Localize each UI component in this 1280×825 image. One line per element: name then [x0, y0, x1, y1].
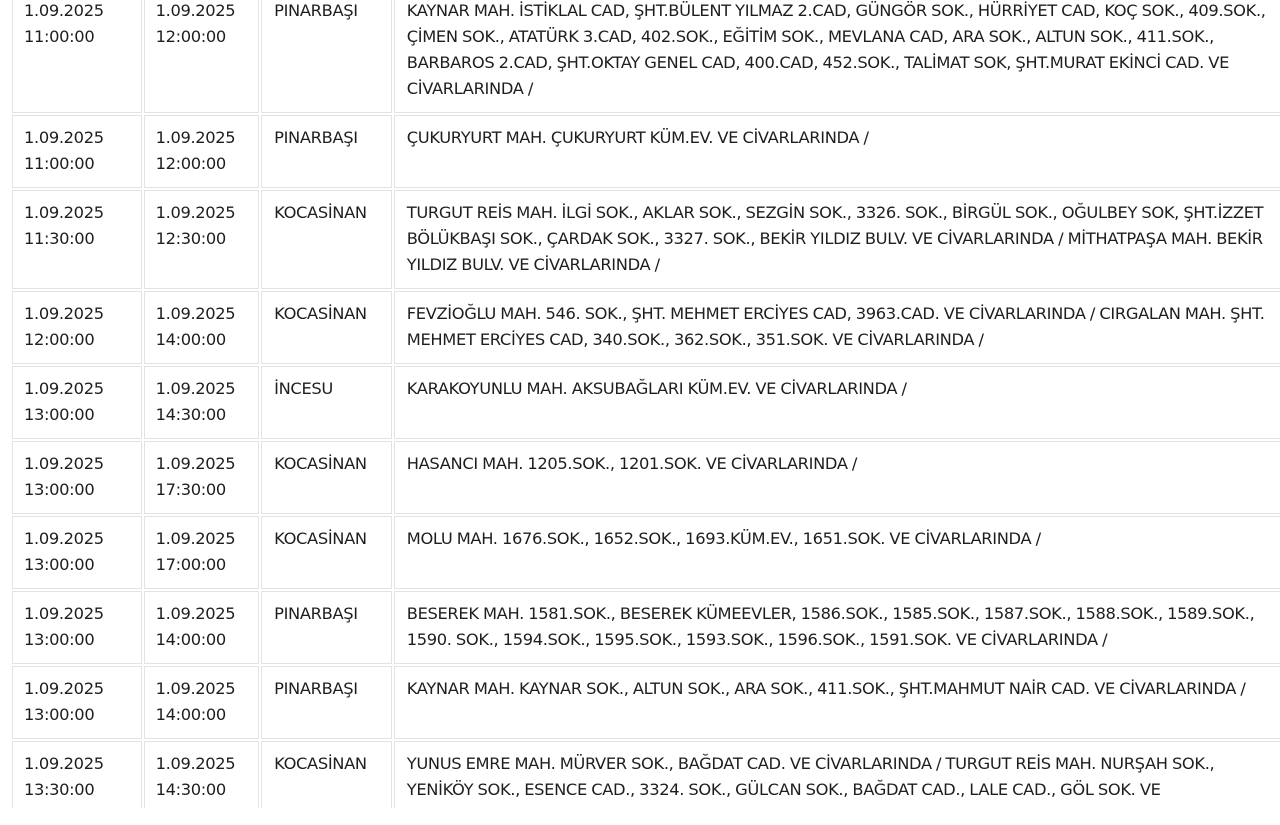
table-row: [12, 0, 1280, 113]
end-datetime-cell: [144, 115, 260, 188]
end-date: 1.09.2025: [155, 128, 236, 147]
table-row: [12, 441, 1280, 514]
district-cell: PINARBAŞI: [261, 0, 392, 113]
end-datetime-cell: [144, 366, 260, 439]
end-time: 17:00:00: [155, 555, 226, 574]
district-cell: KOCASİNAN: [261, 190, 392, 289]
end-datetime-cell: [144, 591, 260, 664]
end-time: 17:30:00: [155, 480, 226, 499]
start-date: 1.09.2025: [24, 454, 104, 473]
table-row: [12, 516, 1280, 589]
start-datetime-cell: [12, 666, 142, 739]
end-time: 14:30:00: [155, 780, 226, 799]
start-date: 1.09.2025: [24, 529, 104, 548]
district-cell: PINARBAŞI: [261, 115, 392, 188]
area-cell: ÇUKURYURT MAH. ÇUKURYURT KÜM.EV. VE CİVARLARINDA /: [394, 115, 1280, 188]
start-time: 13:00:00: [24, 555, 95, 574]
end-datetime-cell: [144, 190, 260, 289]
table-row: [12, 741, 1280, 813]
start-time: 13:00:00: [24, 705, 95, 724]
start-time: 11:00:00: [24, 154, 95, 173]
start-date: 1.09.2025: [24, 379, 104, 398]
area-cell: BESEREK MAH. 1581.SOK., BESEREK KÜMEEVLER, 1586.SOK., 1585.SOK., 1587.SOK., 1588.SOK., 1589.SOK., 1590. SOK., 1594.SOK., 1595.SOK., 1593.SOK., 1596.SOK., 1591.SOK. VE CİVARLARINDA /: [394, 591, 1280, 664]
end-datetime-cell: [144, 516, 260, 589]
end-time: 12:00:00: [155, 154, 226, 173]
start-date: 1.09.2025: [24, 304, 104, 323]
table-row: [12, 666, 1280, 739]
outage-table-body: [12, 0, 1280, 813]
start-datetime-cell: [12, 291, 142, 364]
end-time: 14:30:00: [155, 405, 226, 424]
table-row: [12, 366, 1280, 439]
district-cell: PINARBAŞI: [261, 666, 392, 739]
end-datetime-cell: [144, 666, 260, 739]
start-time: 13:30:00: [24, 780, 95, 799]
end-time: 14:00:00: [155, 630, 226, 649]
end-time: 14:00:00: [155, 330, 226, 349]
end-date: 1.09.2025: [155, 203, 236, 222]
end-datetime-cell: [144, 0, 260, 113]
end-date: 1.09.2025: [155, 679, 236, 698]
start-date: 1.09.2025: [24, 128, 104, 147]
table-row: [12, 291, 1280, 364]
table-row: [12, 115, 1280, 188]
area-cell: TURGUT REİS MAH. İLGİ SOK., AKLAR SOK., SEZGİN SOK., 3326. SOK., BİRGÜL SOK., OĞULBEY SOK, ŞHT.İZZET BÖLÜKBAŞI SOK., ÇARDAK SOK., 3327. SOK., BEKİR YILDIZ BULV. VE CİVARLARINDA / MİTHATPAŞA MAH. BEKİR YILDIZ BULV. VE CİVARLARINDA /: [394, 190, 1280, 289]
end-date: 1.09.2025: [155, 379, 236, 398]
end-datetime-cell: [144, 291, 260, 364]
outage-table-container: [10, 0, 1280, 815]
end-date: 1.09.2025: [155, 529, 236, 548]
table-row: [12, 591, 1280, 664]
end-time: 12:00:00: [155, 27, 226, 46]
start-date: 1.09.2025: [24, 604, 104, 623]
end-date: 1.09.2025: [155, 304, 236, 323]
start-datetime-cell: [12, 441, 142, 514]
end-date: 1.09.2025: [155, 454, 236, 473]
district-cell: KOCASİNAN: [261, 441, 392, 514]
district-cell: KOCASİNAN: [261, 516, 392, 589]
bottom-cutoff: [0, 808, 1280, 825]
start-datetime-cell: [12, 366, 142, 439]
start-time: 13:00:00: [24, 405, 95, 424]
end-time: 12:30:00: [155, 229, 226, 248]
start-datetime-cell: [12, 741, 142, 813]
start-datetime-cell: [12, 115, 142, 188]
area-cell: KAYNAR MAH. İSTİKLAL CAD, ŞHT.BÜLENT YILMAZ 2.CAD, GÜNGÖR SOK., HÜRRİYET CAD, KOÇ SOK., 409.SOK., ÇİMEN SOK., ATATÜRK 3.CAD, 402.SOK., EĞİTİM SOK., MEVLANA CAD, ARA SOK., ALTUN SOK., 411.SOK., BARBAROS 2.CAD, ŞHT.OKTAY GENEL CAD, 400.CAD, 452.SOK., TALİMAT SOK, ŞHT.MURAT EKİNCİ CAD. VE CİVARLARINDA /: [394, 0, 1280, 113]
area-cell: YUNUS EMRE MAH. MÜRVER SOK., BAĞDAT CAD. VE CİVARLARINDA / TURGUT REİS MAH. NURŞAH SOK., YENİKÖY SOK., ESENCE CAD., 3324. SOK., GÜLCAN SOK., BAĞDAT CAD., LALE CAD., GÖL SOK. VE: [394, 741, 1280, 813]
start-datetime-cell: [12, 190, 142, 289]
end-date: 1.09.2025: [155, 604, 236, 623]
area-cell: FEVZİOĞLU MAH. 546. SOK., ŞHT. MEHMET ERCİYES CAD, 3963.CAD. VE CİVARLARINDA / CIRGALAN MAH. ŞHT. MEHMET ERCİYES CAD, 340.SOK., 362.SOK., 351.SOK. VE CİVARLARINDA /: [394, 291, 1280, 364]
district-cell: İNCESU: [261, 366, 392, 439]
end-datetime-cell: [144, 741, 260, 813]
end-date: 1.09.2025: [155, 1, 236, 20]
area-cell: HASANCI MAH. 1205.SOK., 1201.SOK. VE CİVARLARINDA /: [394, 441, 1280, 514]
end-date: 1.09.2025: [155, 754, 236, 773]
district-cell: KOCASİNAN: [261, 291, 392, 364]
start-time: 11:00:00: [24, 27, 95, 46]
area-cell: KARAKOYUNLU MAH. AKSUBAĞLARI KÜM.EV. VE CİVARLARINDA /: [394, 366, 1280, 439]
start-datetime-cell: [12, 516, 142, 589]
district-cell: KOCASİNAN: [261, 741, 392, 813]
start-date: 1.09.2025: [24, 203, 104, 222]
table-row: [12, 190, 1280, 289]
area-cell: KAYNAR MAH. KAYNAR SOK., ALTUN SOK., ARA SOK., 411.SOK., ŞHT.MAHMUT NAİR CAD. VE CİVARLARINDA /: [394, 666, 1280, 739]
start-time: 13:00:00: [24, 480, 95, 499]
start-date: 1.09.2025: [24, 1, 104, 20]
start-time: 13:00:00: [24, 630, 95, 649]
area-cell: MOLU MAH. 1676.SOK., 1652.SOK., 1693.KÜM.EV., 1651.SOK. VE CİVARLARINDA /: [394, 516, 1280, 589]
start-datetime-cell: [12, 591, 142, 664]
end-time: 14:00:00: [155, 705, 226, 724]
start-datetime-cell: [12, 0, 142, 113]
start-time: 12:00:00: [24, 330, 95, 349]
district-cell: PINARBAŞI: [261, 591, 392, 664]
end-datetime-cell: [144, 441, 260, 514]
start-date: 1.09.2025: [24, 679, 104, 698]
start-time: 11:30:00: [24, 229, 95, 248]
start-date: 1.09.2025: [24, 754, 104, 773]
outage-table: [10, 0, 1280, 815]
